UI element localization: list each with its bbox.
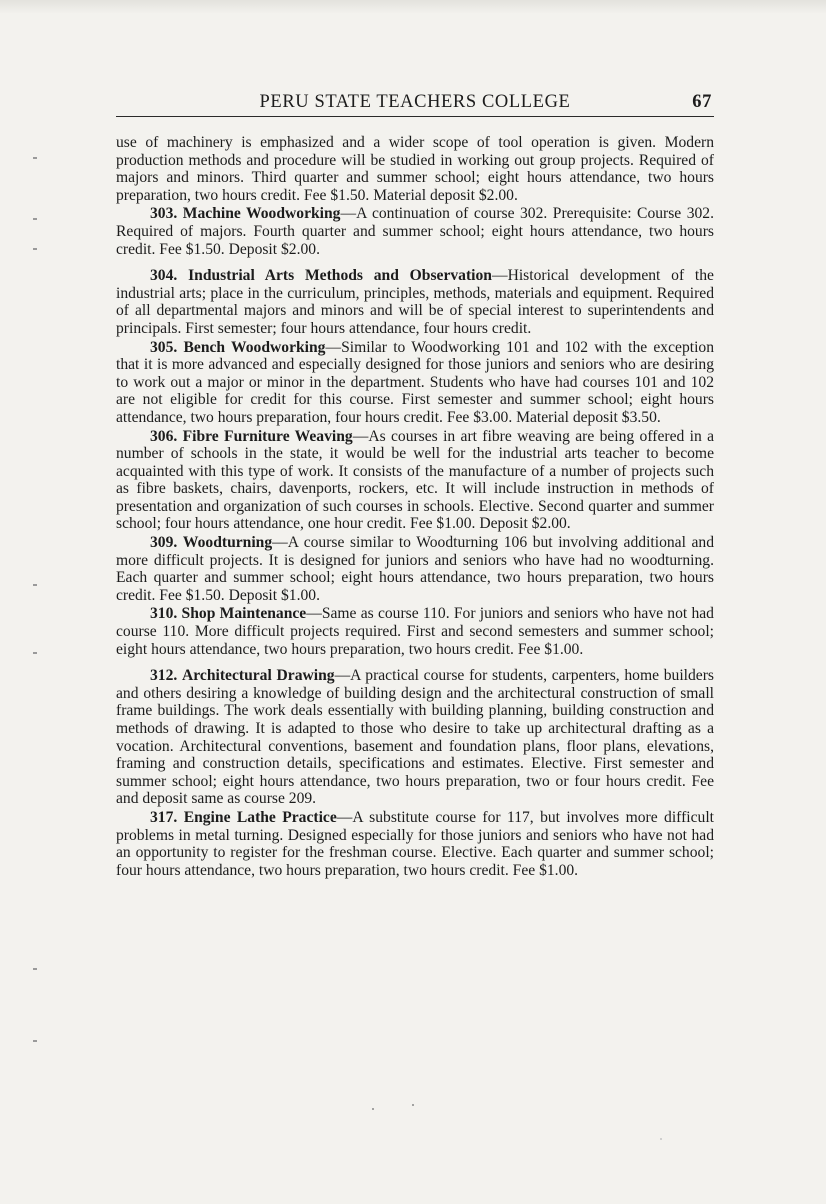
course-description: —A practical course for students, carpenters, home builders and others desiring a knowledge of building design and the architectural construction of small frame buildings. The work deals essentially with building planning, building construction and methods of drawing. It is adapted to those who desire to take up architectural drafting as a vocation. Architectural conventions, basement and foundation plans, floor plans, elevations, framing and construction details, specifications and estimates. Elective. First semester and summer school; eight hours attendance, two hours preparation, two or four hours credit. Fee and deposit same as course 209. [116, 667, 714, 808]
course-312 [116, 667, 714, 808]
course-title: Industrial Arts Methods and Observation [188, 267, 492, 285]
course-303 [116, 205, 714, 258]
course-description: —Similar to Woodworking 101 and 102 with the exception that it is more advanced and especially designed for those juniors and seniors who are desiring to work out a major or minor in the department. Students who have had courses 101 and 102 are not eligible for credit for this course. First semester and summer school; eight hours attendance, two hours preparation, four hours credit. Fee $3.00. Material deposit $3.50. [116, 338, 714, 426]
course-number: 312. [150, 667, 178, 685]
page-body [116, 134, 714, 880]
course-number: 309. [150, 534, 178, 552]
scan-speck [412, 1104, 414, 1106]
page-top-edge [0, 0, 826, 14]
scan-mark [33, 157, 37, 159]
scan-mark [33, 584, 37, 586]
continued-paragraph: use of machinery is emphasized and a wider scope of tool operation is given. Modern production methods and procedure will be studied in working out group projects. Required of majors and minors. Third quarter and summer school; eight hours attendance, two hours preparation, two hours credit. Fee $1.50. Material deposit $2.00. [116, 134, 714, 204]
course-number: 310. [150, 605, 178, 623]
course-description: —A continuation of course 302. Prerequisite: Course 302. Required of majors. Fourth quarter and summer school; eight hours attendance, two hours credit. Fee $1.50. Deposit $2.00. [116, 205, 714, 258]
course-title: Machine Woodworking [182, 205, 341, 223]
scan-mark [33, 652, 37, 654]
page-number: 67 [692, 92, 712, 112]
course-number: 305. [150, 338, 178, 356]
course-description: —A course similar to Woodturning 106 but involving additional and more difficult projects. It is designed for juniors and seniors who have had no woodturning. Each quarter and summer school; eight hours attendance, two hours preparation, two hours credit. Fee $1.50. Deposit $1.00. [116, 534, 714, 604]
course-number: 303. [150, 205, 178, 223]
course-description: —Historical development of the industrial arts; place in the curriculum, principles, methods, materials and equipment. Required of all departmental majors and minors and will be of special interest to superintendents and principals. First semester; four hours attendance, four hours credit. [116, 267, 714, 337]
course-title: Engine Lathe Practice [183, 808, 337, 826]
course-304 [116, 267, 714, 337]
course-title: Bench Woodworking [183, 338, 326, 356]
course-number: 317. [150, 808, 178, 826]
course-317 [116, 809, 714, 879]
header-title: PERU STATE TEACHERS COLLEGE [259, 92, 571, 112]
course-number: 304. [150, 267, 178, 285]
course-310 [116, 605, 714, 658]
scan-mark [33, 218, 37, 220]
course-number: 306. [150, 427, 178, 445]
scan-mark [33, 248, 37, 250]
course-description: —As courses in art fibre weaving are being offered in a number of schools in the state, it would be well for the industrial arts teacher to become acquainted with this type of work. It consists of the manufacture of a number of projects such as fibre baskets, chairs, davenports, rockers, etc. It will include instruction in methods of presentation and organization of such courses in schools. Elective. Second quarter and summer school; four hours attendance, one hour credit. Fee $1.00. Deposit $2.00. [116, 427, 714, 533]
course-305 [116, 339, 714, 427]
scan-mark [33, 1040, 37, 1042]
course-title: Fibre Furniture Weaving [182, 427, 353, 445]
scan-speck [372, 1108, 374, 1110]
scan-speck [660, 1138, 662, 1140]
course-title: Shop Maintenance [181, 605, 307, 623]
course-title: Woodturning [182, 534, 273, 552]
course-309 [116, 534, 714, 604]
course-306 [116, 428, 714, 534]
course-description: —Same as course 110. For juniors and seniors who have not had course 110. More difficult projects required. First and second semesters and summer school; eight hours attendance, two hours preparation, two hours credit. Fee $1.00. [116, 605, 714, 658]
course-title: Architectural Drawing [182, 667, 335, 685]
scan-mark [33, 968, 37, 970]
running-header [116, 92, 714, 117]
course-description: —A substitute course for 117, but involves more difficult problems in metal turning. Designed especially for those juniors and seniors who have not had an opportunity to register for the freshman course. Elective. Each quarter and summer school; four hours attendance, two hours preparation, two hours credit. Fee $1.00. [116, 808, 714, 879]
